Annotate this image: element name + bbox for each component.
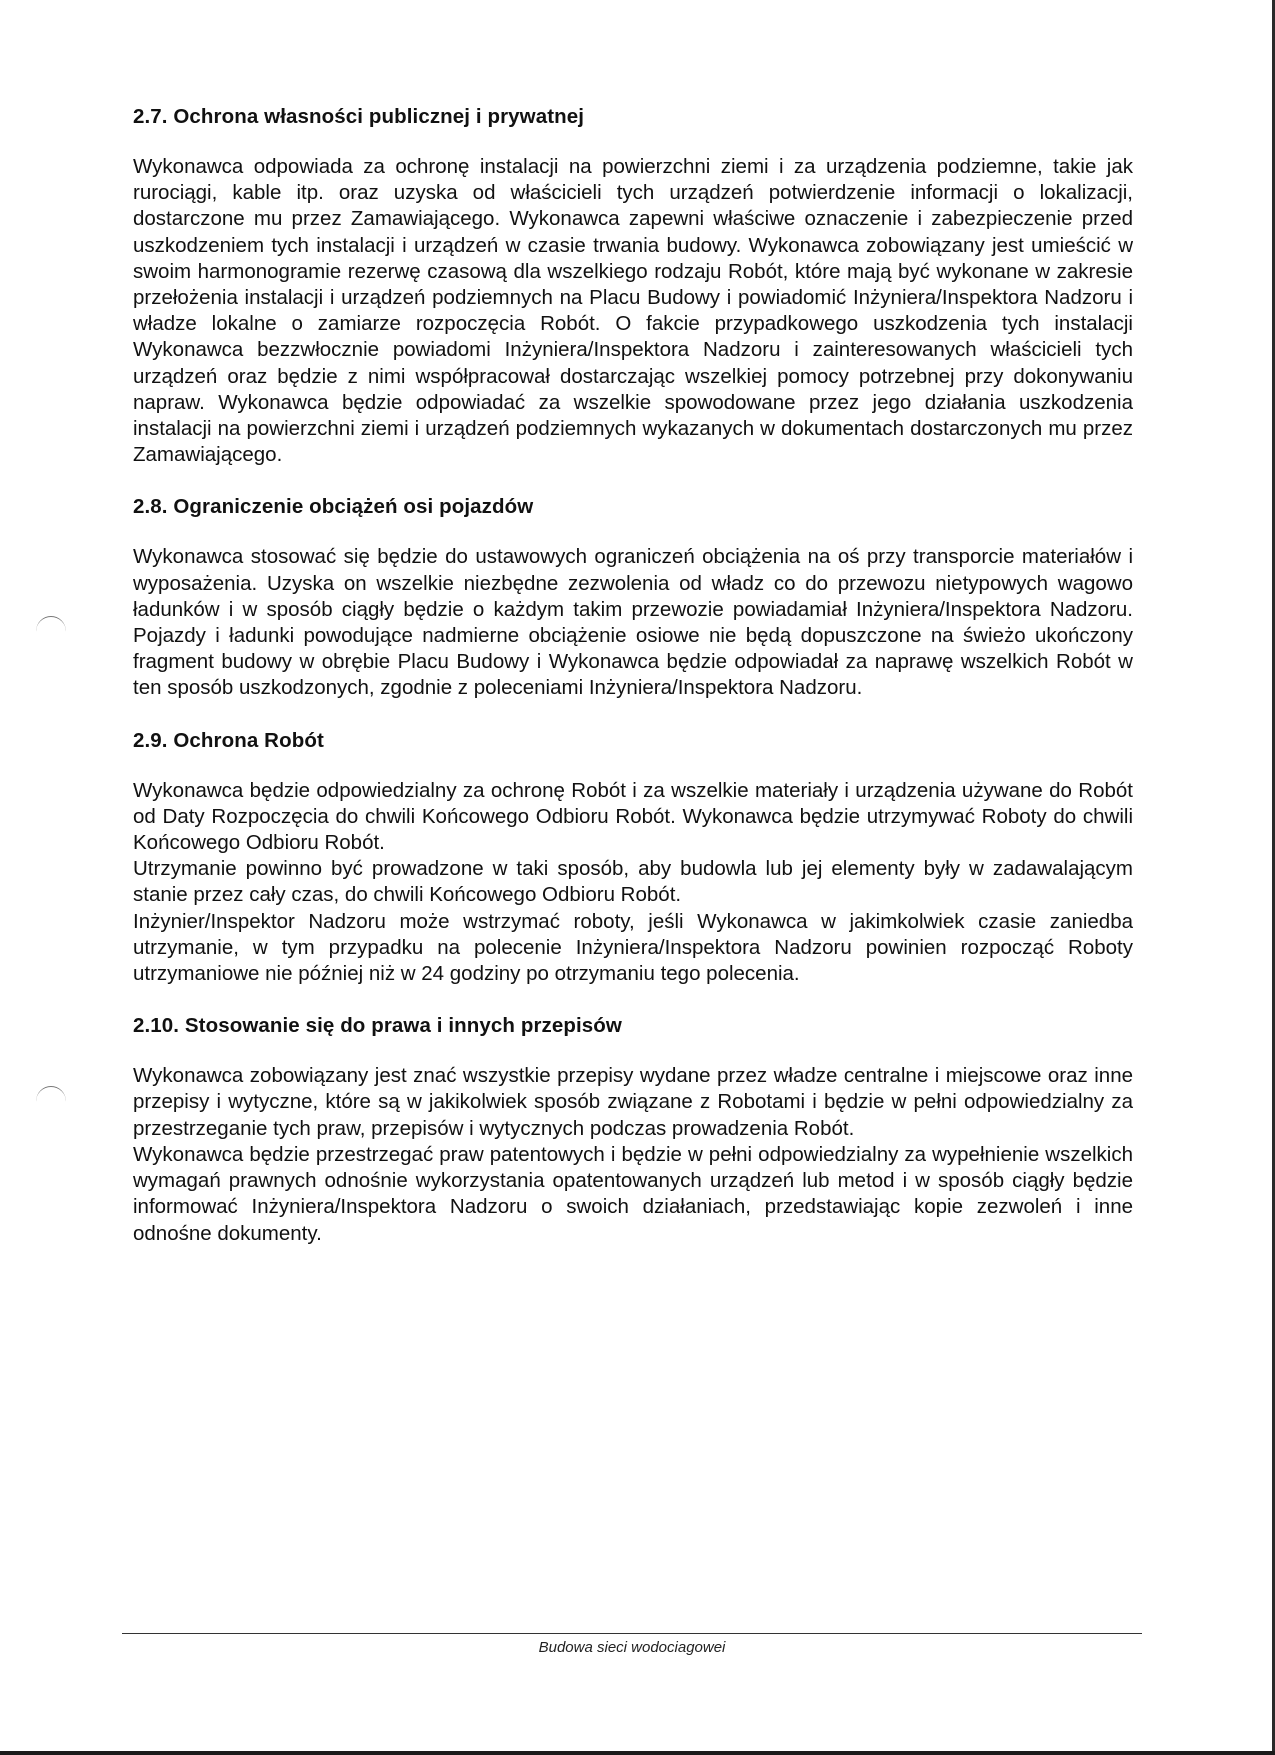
document-body: [133, 104, 1133, 1273]
section-heading: 2.9. Ochrona Robót: [133, 728, 324, 752]
section-paragraph: Wykonawca będzie przestrzegać praw patentowych i będzie w pełni odpowiedzialny za wypełnienie wszelkich wymagań prawnych odnośnie wykorzystania opatentowanych urządzeń lub metod i w sposób ciągły będzie informować Inżyniera/Inspektora Nadzoru o swoich działaniach, przedstawiając kopie zezwoleń i inne odnośne dokumenty.: [133, 1142, 1133, 1245]
section-2-8: [133, 494, 1133, 701]
section-2-7: [133, 104, 1133, 468]
footer-title: Budowa sieci wodociagowei: [538, 1639, 726, 1656]
section-paragraph: Wykonawca stosować się będzie do ustawowych ograniczeń obciążenia na oś przy transporcie materiałów i wyposażenia. Uzyska on wszelkie niezbędne zezwolenia od władz co do przewozu nietypowych wagowo ładunków i w sposób ciągły będzie o każdym takim przewozie powiadamiał Inżyniera/Inspektora Nadzoru. Pojazdy i ładunki powodujące nadmierne obciążenie osiowe nie będą dopuszczone na świeżo ukończony fragment budowy w obrębie Placu Budowy i Wykonawca będzie odpowiadał za naprawę wszelkich Robót w ten sposób uszkodzonych, zgodnie z poleceniami Inżyniera/Inspektora Nadzoru.: [133, 545, 1133, 700]
footer-divider: [122, 1633, 1142, 1634]
scan-edge-bottom: [0, 1751, 1275, 1755]
section-paragraph: Wykonawca będzie odpowiedzialny za ochronę Robót i za wszelkie materiały i urządzenia używane do Robót od Daty Rozpoczęcia do chwili Końcowego Odbioru Robót. Wykonawca będzie utrzymywać Roboty do chwili Końcowego Odbioru Robót.: [133, 778, 1133, 855]
section-paragraph: Wykonawca odpowiada za ochronę instalacji na powierzchni ziemi i za urządzenia podziemne, takie jak rurociągi, kable itp. oraz uzyska od właścicieli tych urządzeń potwierdzenie informacji o lokalizacji, dostarczone mu przez Zamawiającego. Wykonawca zapewni właściwe oznaczenie i zabezpieczenie przed uszkodzeniem tych instalacji i urządzeń w czasie trwania budowy. Wykonawca zobowiązany jest umieścić w swoim harmonogramie rezerwę czasową dla wszelkiego rodzaju Robót, które mają być wykonane w zakresie przełożenia instalacji i urządzeń podziemnych na Placu Budowy i powiadomić Inżyniera/Inspektora Nadzoru i władze lokalne o zamiarze rozpoczęcia Robót. O fakcie przypadkowego uszkodzenia tych instalacji Wykonawca bezzwłocznie powiadomi Inżyniera/Inspektora Nadzoru i zainteresowanych właścicieli tych urządzeń oraz będzie z nimi współpracował dostarczając wszelkiej pomocy potrzebnej przy dokonywaniu napraw. Wykonawca będzie odpowiadać za wszelkie spowodowane przez jego działania uszkodzenia instalacji na powierzchni ziemi i urządzeń podziemnych wykazanych w dokumentach dostarczonych mu przez Zamawiającego.: [133, 155, 1133, 467]
section-2-9: [133, 728, 1133, 988]
section-paragraph: Utrzymanie powinno być prowadzone w taki sposób, aby budowla lub jej elementy były w zadawalającym stanie przez cały czas, do chwili Końcowego Odbioru Robót.: [133, 857, 1133, 907]
section-heading: 2.10. Stosowanie się do prawa i innych przepisów: [133, 1014, 622, 1038]
punch-hole-mark-upper: [36, 616, 66, 647]
section-heading: 2.8. Ograniczenie obciążeń osi pojazdów: [133, 495, 534, 519]
section-paragraph: Inżynier/Inspektor Nadzoru może wstrzymać roboty, jeśli Wykonawca w jakimkolwiek czasie zaniedba utrzymanie, w tym przypadku na polecenie Inżyniera/Inspektora Nadzoru powinien rozpocząć Roboty utrzymaniowe nie później niż w 24 godziny po otrzymaniu tego polecenia.: [133, 909, 1133, 986]
section-heading: 2.7. Ochrona własności publicznej i prywatnej: [133, 105, 585, 128]
punch-hole-mark-lower: [36, 1086, 66, 1117]
section-paragraph: Wykonawca zobowiązany jest znać wszystkie przepisy wydane przez władze centralne i miejscowe oraz inne przepisy i wytyczne, które są w jakikolwiek sposób związane z Robotami i będzie w pełni odpowiedzialny za przestrzeganie tych praw, przepisów i wytycznych podczas prowadzenia Robót.: [133, 1064, 1133, 1140]
section-2-10: [133, 1013, 1133, 1246]
